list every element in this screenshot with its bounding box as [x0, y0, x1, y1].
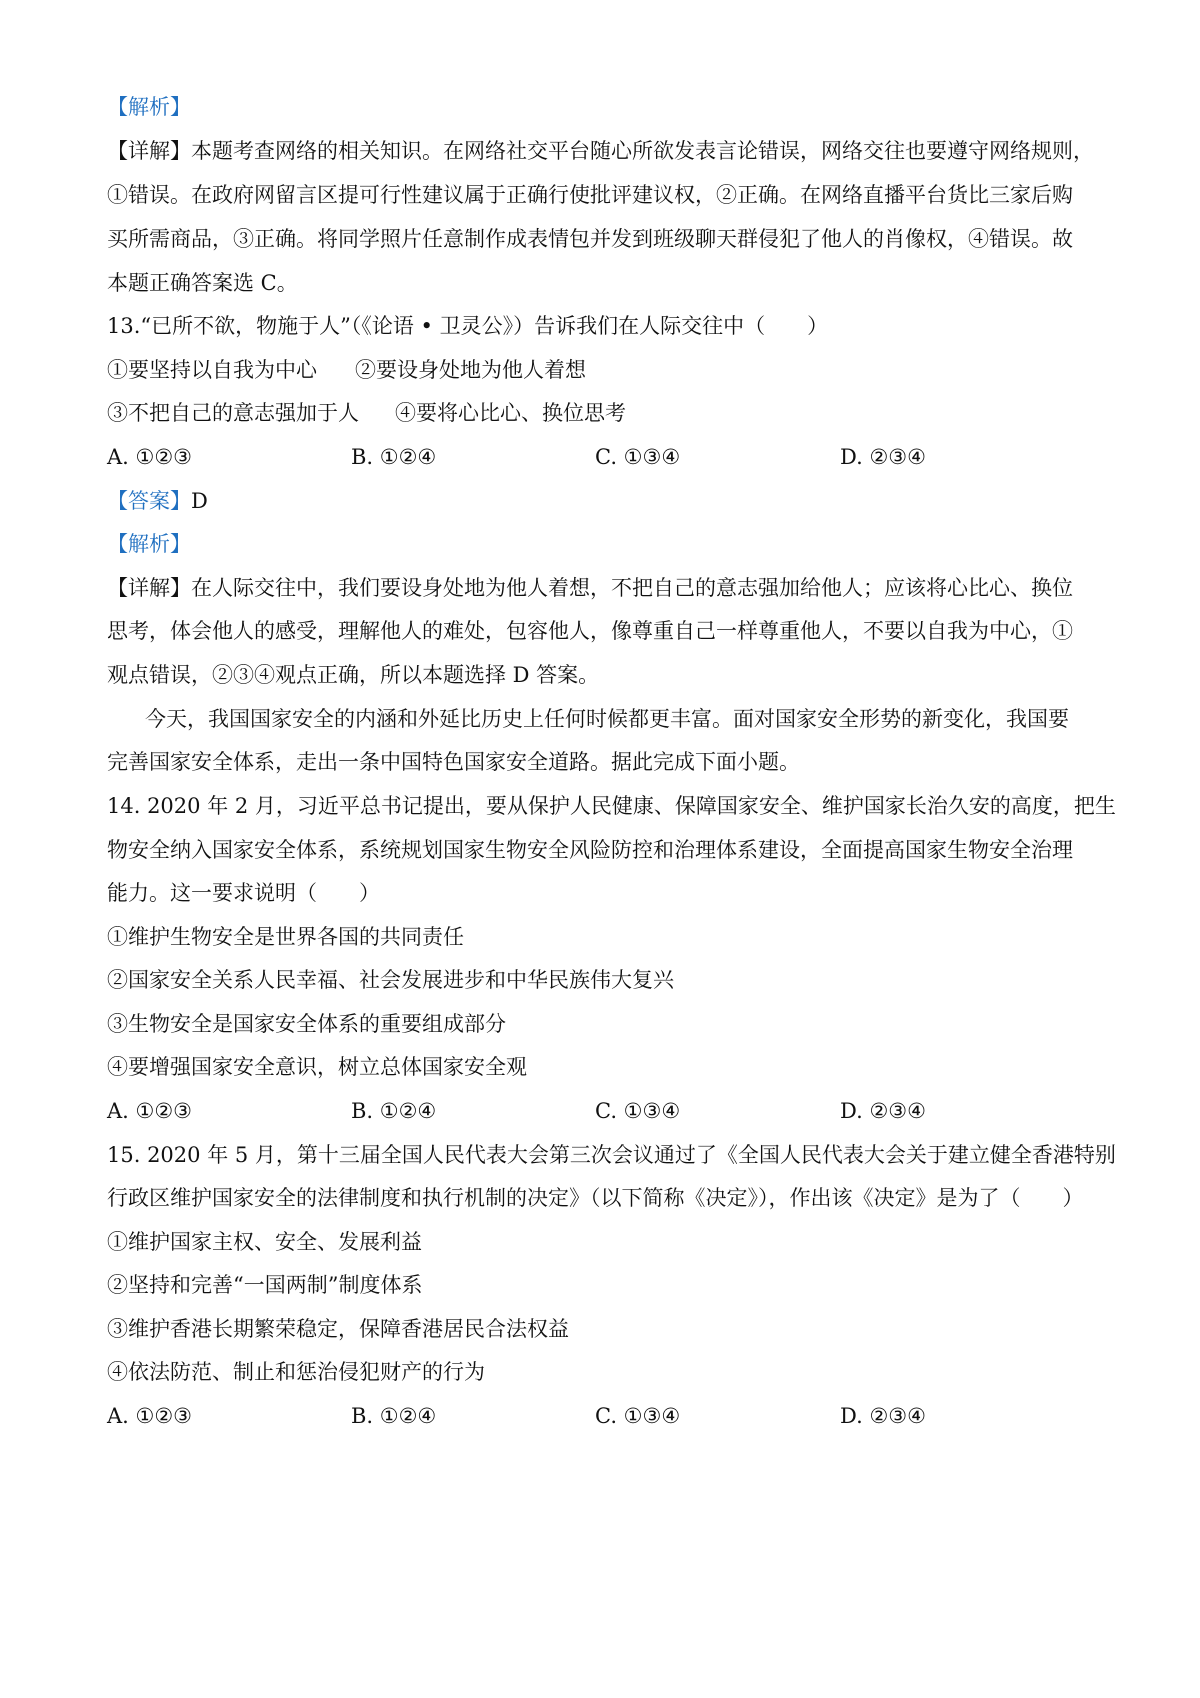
answer-line — [107, 486, 1097, 516]
material-line: 完善国家安全体系，走出一条中国特色国家安全道路。据此完成下面小题。 — [107, 750, 800, 774]
statement-4: ④依法防范、制止和惩治侵犯财产的行为 — [107, 1360, 485, 1384]
option-b: B. ①②④ — [351, 1099, 437, 1123]
option-c: C. ①③④ — [595, 445, 681, 469]
detail-line: 思考，体会他人的感受，理解他人的难处，包容他人，像尊重自己一样尊重他人，不要以自我为中心，① — [107, 619, 1073, 643]
option-c: C. ①③④ — [595, 1404, 681, 1428]
option-a: A. ①②③ — [107, 1099, 192, 1123]
detail-label: 【详解】 — [107, 139, 191, 163]
question-13-stem: 13.“已所不欲，物施于人”（《论语 • 卫灵公》）告诉我们在人际交往中（ ） — [107, 314, 829, 338]
detail-line: 本题正确答案选 C。 — [107, 271, 298, 295]
analysis-label: 【解析】 — [107, 532, 191, 556]
statement-2: ②国家安全关系人民幸福、社会发展进步和中华民族伟大复兴 — [107, 968, 674, 992]
statement-1: ①要坚持以自我为中心 — [107, 358, 317, 382]
detail-label: 【详解】 — [107, 576, 191, 600]
statement-4: ④要增强国家安全意识，树立总体国家安全观 — [107, 1055, 527, 1079]
question-14-stem: 14. 2020 年 2 月，习近平总书记提出，要从保护人民健康、保障国家安全、维护国家长治久安的高度，把生 — [107, 794, 1116, 818]
option-a: A. ①②③ — [107, 445, 192, 469]
question-14-stem: 能力。这一要求说明（ ） — [107, 881, 380, 905]
question-15-stem: 行政区维护国家安全的法律制度和执行机制的决定》（以下简称《决定》），作出该《决定》是为了（ ） — [107, 1186, 1084, 1210]
question-15-stem: 15. 2020 年 5 月，第十三届全国人民代表大会第三次会议通过了《全国人民代表大会关于建立健全香港特别 — [107, 1143, 1116, 1167]
option-c: C. ①③④ — [595, 1099, 681, 1123]
analysis-label: 【解析】 — [107, 95, 191, 119]
detail-line: 观点错误，②③④观点正确，所以本题选择 D 答案。 — [107, 663, 600, 687]
statement-3: ③维护香港长期繁荣稳定，保障香港居民合法权益 — [107, 1317, 569, 1341]
question-14-stem: 物安全纳入国家安全体系，系统规划国家生物安全风险防控和治理体系建设，全面提高国家生物安全治理 — [107, 838, 1073, 862]
option-b: B. ①②④ — [351, 1404, 437, 1428]
statement-2: ②要设身处地为他人着想 — [355, 358, 586, 382]
analysis-tag — [107, 92, 1097, 122]
detail-line — [107, 136, 1097, 166]
statement-3: ③生物安全是国家安全体系的重要组成部分 — [107, 1012, 506, 1036]
option-a: A. ①②③ — [107, 1404, 192, 1428]
statement-3: ③不把自己的意志强加于人 — [107, 401, 359, 425]
option-d: D. ②③④ — [840, 1404, 926, 1428]
option-b: B. ①②④ — [351, 445, 437, 469]
statement-1: ①维护国家主权、安全、发展利益 — [107, 1230, 422, 1254]
detail-line — [107, 573, 1097, 603]
detail-text: 本题考查网络的相关知识。在网络社交平台随心所欲发表言论错误，网络交往也要遵守网络规则， — [191, 139, 1094, 163]
analysis-tag — [107, 529, 1097, 559]
option-d: D. ②③④ — [840, 445, 926, 469]
detail-line: ①错误。在政府网留言区提可行性建议属于正确行使批评建议权，②正确。在网络直播平台货比三家后购 — [107, 183, 1073, 207]
statement-2: ②坚持和完善“一国两制”制度体系 — [107, 1273, 423, 1297]
detail-text: 在人际交往中，我们要设身处地为他人着想，不把自己的意志强加给他人；应该将心比心、换位 — [191, 576, 1073, 600]
answer-label: 【答案】 — [107, 489, 191, 513]
detail-line: 买所需商品，③正确。将同学照片任意制作成表情包并发到班级聊天群侵犯了他人的肖像权，④错误。故 — [107, 227, 1073, 251]
option-d: D. ②③④ — [840, 1099, 926, 1123]
statement-1: ①维护生物安全是世界各国的共同责任 — [107, 925, 464, 949]
material-line: 今天，我国国家安全的内涵和外延比历史上任何时候都更丰富。面对国家安全形势的新变化，我国要 — [145, 707, 1069, 731]
statement-4: ④要将心比心、换位思考 — [395, 401, 626, 425]
answer-value: D — [191, 489, 208, 513]
